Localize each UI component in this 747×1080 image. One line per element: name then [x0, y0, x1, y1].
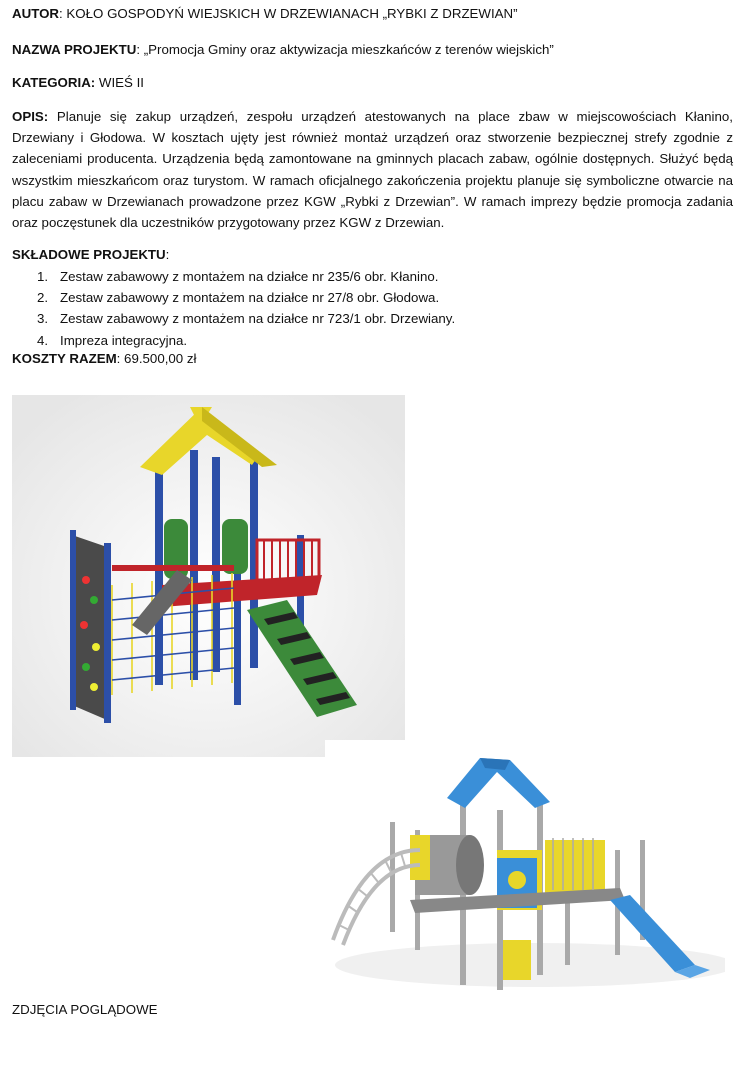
list-item [37, 266, 455, 287]
total-cost-line [12, 351, 197, 366]
project-name-label: NAZWA PROJEKTU [12, 42, 137, 57]
components-label: SKŁADOWE PROJEKTU [12, 247, 166, 262]
components-heading [12, 247, 169, 262]
list-item-text: Impreza integracyjna. [60, 332, 188, 348]
playground-photo-2 [325, 740, 725, 990]
playground-photo-1 [12, 395, 405, 757]
project-name-value: : „Promocja Gminy oraz aktywizacja mieszkańców z terenów wiejskich” [136, 42, 554, 57]
list-item [37, 287, 455, 308]
total-cost-label: KOSZTY RAZEM [12, 351, 117, 366]
project-name-line [12, 42, 554, 57]
category-label: KATEGORIA: [12, 75, 96, 90]
list-item-number: 4. [37, 332, 49, 348]
list-item-text: Zestaw zabawowy z montażem na działce nr 235/6 obr. Kłanino. [60, 269, 439, 284]
category-line [12, 75, 144, 90]
description-text: Planuje się zakup urządzeń, zespołu urządzeń atestowanych na place zbaw w miejscowościach Kłanino, Drzewiany i Głodowa. W kosztach ujęty jest również montaż urządzeń oraz stworzenie bezpiecznej strefy zgodnie z zaleceniami producenta. Urządzenia będą zamontowane na gminnych placach zabaw, ogólnie dostępnych. Służyć będą wszystkim mieszkańcom oraz turystom. W ramach oficjalnego zakończenia projektu planuje się symboliczne otwarcie na placu zabaw w Drzewianach prowadzone przez KGW „Rybki z Drzewian”. W ramach imprezy będzie promocja zadania oraz poczęstunek dla uczestników przygotowany przez KGW z Drzewian. [12, 109, 733, 231]
list-item-number: 1. [37, 269, 49, 284]
components-list [37, 266, 455, 351]
list-item-number: 3. [37, 311, 49, 327]
author-label: AUTOR [12, 6, 60, 21]
author-line [12, 6, 518, 21]
list-item-number: 2. [37, 290, 49, 306]
list-item-text: Zestaw zabawowy z montażem na działce nr 723/1 obr. Drzewiany. [60, 311, 456, 327]
description-label: OPIS: [12, 109, 49, 124]
list-item [37, 330, 455, 351]
author-value: : KOŁO GOSPODYŃ WIEJSKICH W DRZEWIANACH „RYBKI Z DRZEWIAN” [59, 6, 518, 21]
total-cost-value: : 69.500,00 zł [116, 351, 197, 366]
list-item [37, 308, 455, 329]
components-colon: : [165, 247, 170, 262]
category-value: WIEŚ II [95, 75, 144, 90]
description-paragraph [12, 106, 733, 233]
list-item-text: Zestaw zabawowy z montażem na działce nr 27/8 obr. Głodowa. [60, 290, 440, 306]
photo-caption: ZDJĘCIA POGLĄDOWE [12, 1002, 158, 1017]
